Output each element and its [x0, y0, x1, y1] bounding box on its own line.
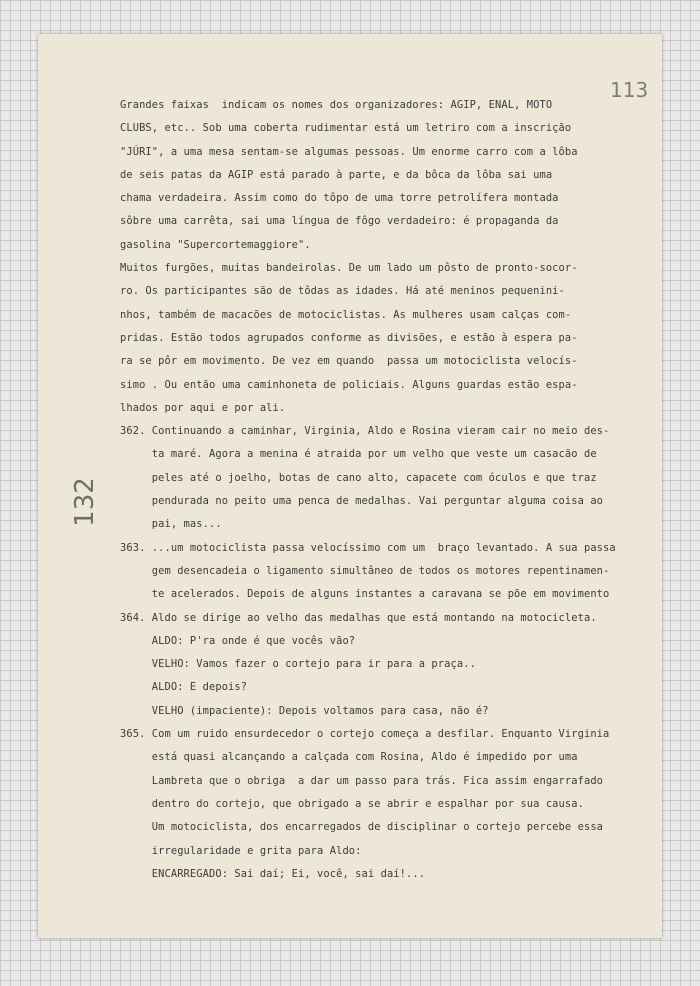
text-line: 362. Continuando a caminhar, Virginia, Aldo e Rosina vieram cair no meio des- — [120, 425, 610, 438]
text-line: Muitos furgões, muitas bandeirolas. De um lado um pôsto de pronto-socor- — [120, 262, 578, 275]
typed-text — [120, 94, 680, 886]
text-line: simo . Ou então uma caminhoneta de policiais. Alguns guardas estão espa- — [120, 378, 578, 391]
text-line: chama verdadeira. Assim como do tôpo de uma torre petrolífera montada — [120, 192, 559, 205]
text-line: ro. Os participantes são de tôdas as idades. Há até meninos pequenini- — [120, 285, 565, 298]
text-line: "JÚRI", a uma mesa sentam-se algumas pessoas. Um enorme carro com a lôba — [120, 145, 578, 158]
text-line: te acelerados. Depois de alguns instantes a caravana se põe em movimento — [120, 588, 610, 601]
text-line: pridas. Estão todos agrupados conforme as divisões, e estão à espera pa- — [120, 331, 578, 344]
text-line: peles até o joelho, botas de cano alto, capacete com óculos e que traz — [120, 471, 597, 484]
text-line: VELHO: Vamos fazer o cortejo para ir para a praça.. — [120, 658, 476, 671]
text-line: VELHO (impaciente): Depois voltamos para casa, não é? — [120, 704, 489, 717]
side-number: 132 — [69, 477, 100, 527]
text-line: ENCARREGADO: Sai daí; Ei, você, sai daí!... — [120, 867, 426, 880]
text-line: Lambreta que o obriga a dar um passo para trás. Fica assim engarrafado — [120, 774, 604, 787]
text-line: nhos, também de macacões de motociclistas. As mulheres usam calças com- — [120, 308, 572, 321]
text-line: está quasi alcançando a calçada com Rosina, Aldo é impedido por uma — [120, 751, 578, 764]
text-line: 365. Com um ruido ensurdecedor o cortejo começa a desfilar. Enquanto Virginia — [120, 728, 610, 741]
text-line: Grandes faixas indicam os nomes dos organizadores: AGIP, ENAL, MOTO — [120, 99, 553, 111]
text-line: pendurada no peito uma penca de medalhas. Vai perguntar alguma coisa ao — [120, 495, 604, 508]
text-line: ALDO: E depois? — [120, 681, 248, 694]
text-line: Um motociclista, dos encarregados de disciplinar o cortejo percebe essa — [120, 821, 604, 834]
text-line: 364. Aldo se dirige ao velho das medalhas que está montando na motocicleta. — [120, 611, 597, 624]
page-number: 113 — [610, 78, 649, 102]
text-line: pai, mas... — [120, 518, 222, 531]
text-line: ALDO: P'ra onde é que vocês vão? — [120, 634, 356, 647]
text-line: sôbre uma carrêta, sai uma língua de fôgo verdadeiro: é propaganda da — [120, 215, 559, 228]
text-line: lhados por aqui e por ali. — [120, 401, 286, 414]
text-line: ra se pôr em movimento. De vez em quando passa um motociclista velocís- — [120, 355, 578, 368]
text-line: irregularidade e grita para Aldo: — [120, 844, 362, 857]
text-line: dentro do cortejo, que obrigado a se abrir e espalhar por sua causa. — [120, 797, 584, 810]
text-line: ta maré. Agora a menina é atraida por um velho que veste um casacão de — [120, 448, 597, 461]
text-line: gem desencadeia o ligamento simultâneo de todos os motores repentinamen- — [120, 564, 610, 577]
text-line: de seis patas da AGIP está parado à parte, e da bôca da lôba sai uma — [120, 168, 553, 181]
text-line: 363. ...um motociclista passa velocíssimo com um braço levantado. A sua passa — [120, 541, 616, 554]
typewritten-page — [38, 34, 662, 938]
text-line: CLUBS, etc.. Sob uma coberta rudimentar está um letriro com a inscrição — [120, 122, 572, 135]
text-line: gasolina "Supercortemaggiore". — [120, 238, 311, 251]
